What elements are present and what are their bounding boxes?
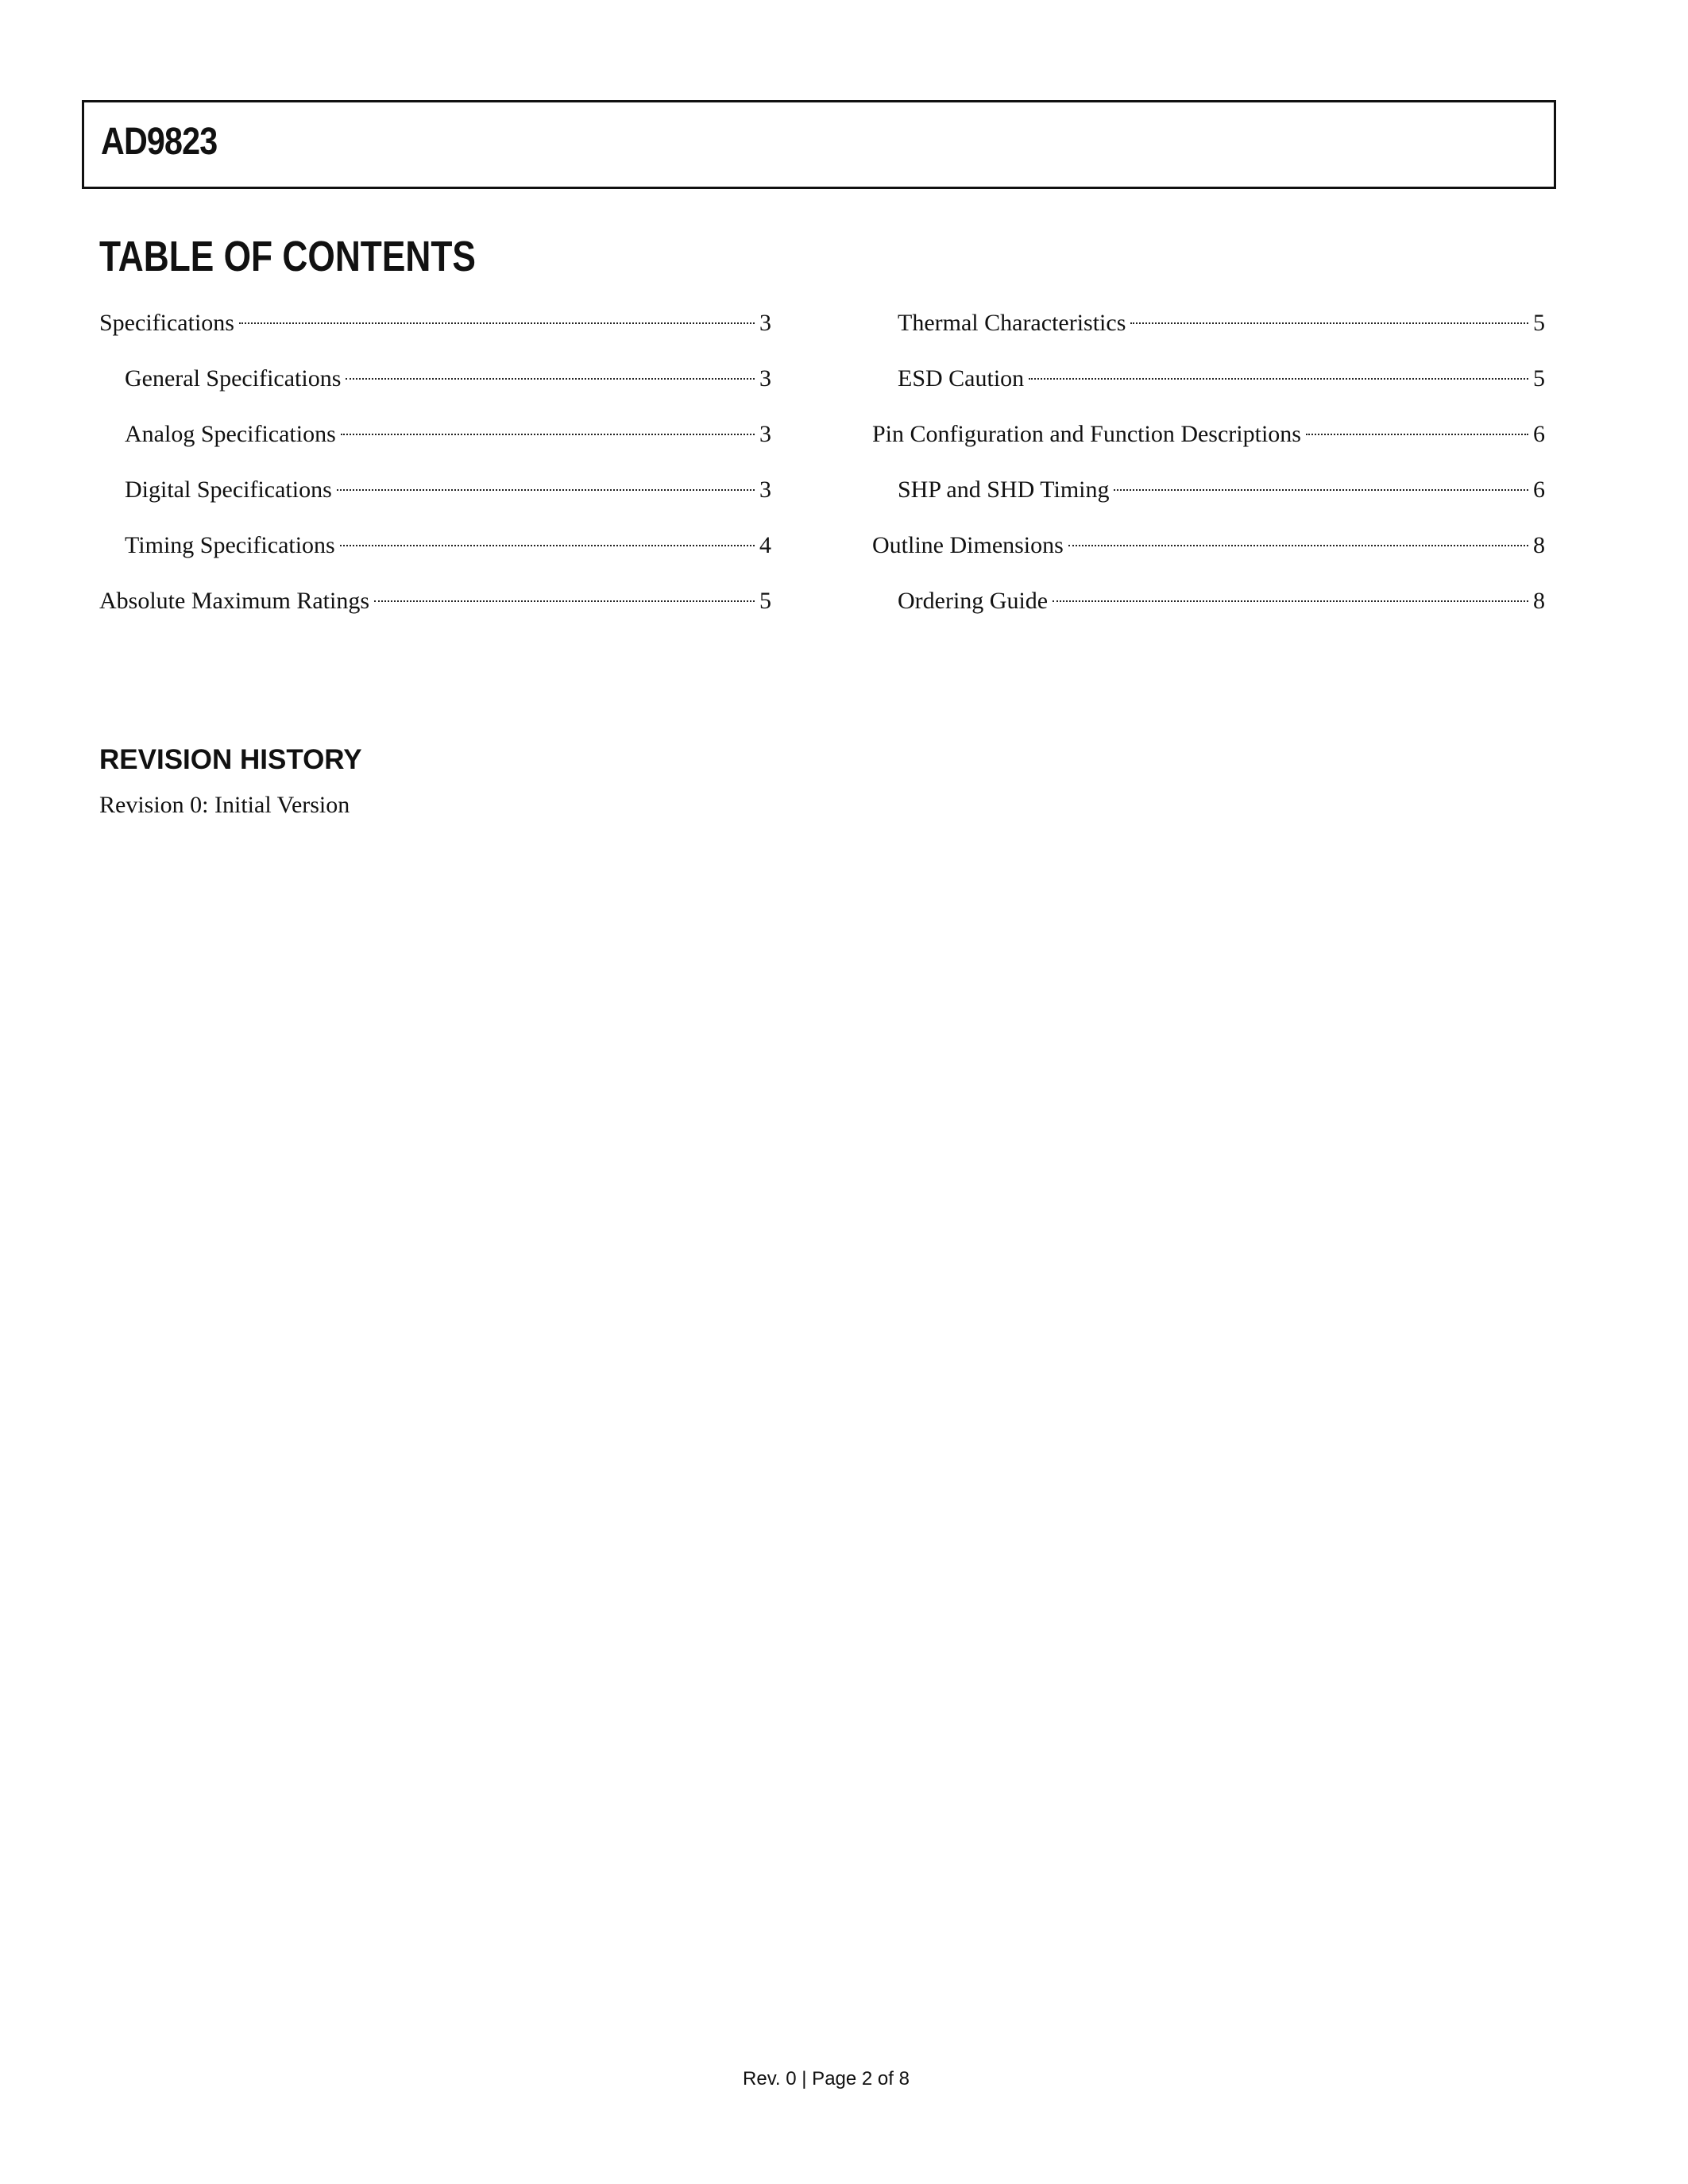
- toc-entry-thermal-characteristics[interactable]: [872, 307, 1545, 362]
- toc-entry-ordering-guide[interactable]: [872, 585, 1545, 640]
- toc-entry-esd-caution[interactable]: [872, 362, 1545, 418]
- toc-title: TABLE OF CONTENTS: [99, 233, 476, 280]
- document-header: [82, 100, 1556, 189]
- toc-entry-page: 6: [1533, 421, 1545, 447]
- toc-entry-page: 3: [759, 310, 771, 336]
- toc-dot-leader: [1053, 600, 1528, 602]
- toc-entry-page: 3: [759, 477, 771, 503]
- toc-dot-leader: [1029, 378, 1528, 380]
- toc-entry-page: 8: [1533, 532, 1545, 558]
- toc-entry-page: 5: [759, 588, 771, 614]
- toc-dot-leader: [1068, 545, 1528, 546]
- toc-entry-label: Absolute Maximum Ratings: [99, 588, 369, 614]
- toc-entry-analog-specifications[interactable]: [99, 418, 771, 473]
- toc-entry-page: 5: [1533, 310, 1545, 336]
- toc-right-column: [872, 307, 1545, 640]
- toc-dot-leader: [1130, 322, 1528, 324]
- toc-entry-digital-specifications[interactable]: [99, 473, 771, 529]
- toc-entry-label: Thermal Characteristics: [898, 310, 1126, 336]
- toc-entry-label: Ordering Guide: [898, 588, 1049, 614]
- toc-entry-label: Analog Specifications: [125, 421, 336, 447]
- toc-entry-outline-dimensions[interactable]: [872, 529, 1545, 585]
- toc-entry-page: 5: [1533, 365, 1545, 392]
- toc-entry-general-specifications[interactable]: [99, 362, 771, 418]
- page-footer: Rev. 0 | Page 2 of 8: [743, 2068, 910, 2089]
- toc-dot-leader: [340, 545, 755, 546]
- toc-entry-label: Pin Configuration and Function Descriptions: [872, 421, 1301, 447]
- toc-entry-page: 8: [1533, 588, 1545, 614]
- toc-entry-label: General Specifications: [125, 365, 342, 392]
- toc-left-column: [99, 307, 771, 640]
- toc-entry-page: 3: [759, 365, 771, 392]
- toc-entry-page: 6: [1533, 477, 1545, 503]
- toc-dot-leader: [239, 322, 755, 324]
- toc-dot-leader: [1306, 434, 1528, 435]
- toc-entry-pin-configuration[interactable]: [872, 418, 1545, 473]
- toc-entry-page: 3: [759, 421, 771, 447]
- toc-entry-absolute-maximum-ratings[interactable]: [99, 585, 771, 640]
- toc-entry-specifications[interactable]: [99, 307, 771, 362]
- toc-entry-shp-shd-timing[interactable]: [872, 473, 1545, 529]
- toc-entry-label: SHP and SHD Timing: [898, 477, 1110, 503]
- toc-entry-label: Timing Specifications: [125, 532, 335, 558]
- toc-dot-leader: [346, 378, 755, 380]
- revision-history-text: Revision 0: Initial Version: [99, 792, 350, 818]
- toc-entry-page: 4: [759, 532, 771, 558]
- part-number: AD9823: [101, 121, 218, 163]
- toc-dot-leader: [337, 489, 755, 491]
- toc-entry-label: Outline Dimensions: [872, 532, 1064, 558]
- toc-dot-leader: [1114, 489, 1528, 491]
- revision-history-heading: REVISION HISTORY: [99, 744, 362, 775]
- toc-dot-leader: [341, 434, 755, 435]
- toc-entry-label: Specifications: [99, 310, 234, 336]
- toc-entry-timing-specifications[interactable]: [99, 529, 771, 585]
- toc-dot-leader: [374, 600, 755, 602]
- toc-entry-label: Digital Specifications: [125, 477, 332, 503]
- toc-entry-label: ESD Caution: [898, 365, 1025, 392]
